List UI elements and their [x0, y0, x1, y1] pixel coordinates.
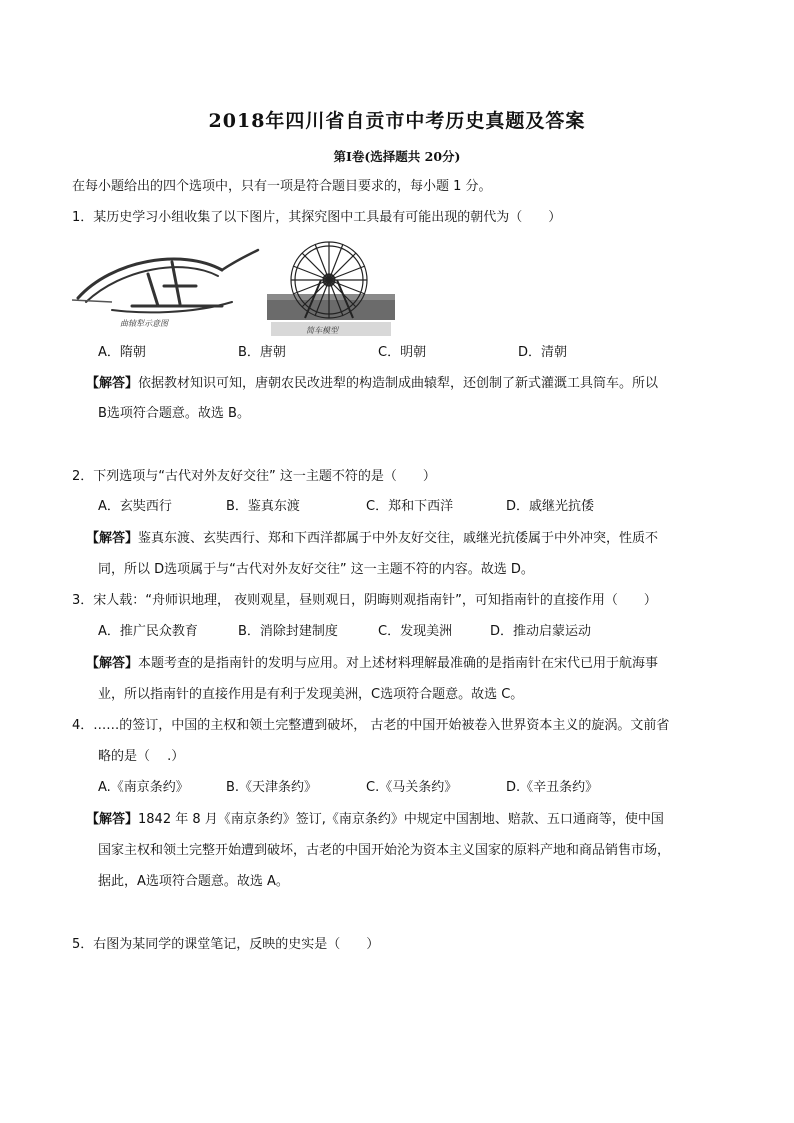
q2-answer-line-1 [86, 531, 658, 547]
q2-option-c: C．郑和下西洋 [366, 499, 454, 514]
q1-option-a: A．隋朝 [98, 345, 146, 360]
q3-option-d: D．推动启蒙运动 [490, 624, 592, 639]
q4-option-a: A.《南京条约》 [98, 780, 189, 795]
section-heading: 第Ⅰ卷(选择题共 20分) [333, 149, 461, 164]
q1-option-c: C．明朝 [378, 345, 427, 360]
q2-answer-line-2: 同，所以 D选项属于与“古代对外友好交往” 这一主题不符的内容。故选 D。 [98, 562, 534, 577]
answer-label: 【解答】 [86, 531, 139, 546]
q3-option-a: A．推广民众教育 [98, 624, 198, 639]
answer-text: 本题考查的是指南针的发明与应用。对上述材料理解最准确的是指南针在宋代已用于航海事 [138, 656, 659, 671]
waterwheel-caption: 筒车模型 [306, 326, 338, 335]
answer-label: 【解答】 [86, 812, 139, 827]
page-title: 2018年四川省自贡市中考历史真题及答案 [208, 110, 586, 132]
q1-option-b: B．唐朝 [238, 345, 286, 360]
question-4-stem-line-1: 4．……的签订，中国的主权和领土完整遭到破坏， 古老的中国开始被卷入世界资本主义的旋涡。文前省 [72, 718, 670, 733]
q3-answer-line-2: 业，所以指南针的直接作用是有利于发现美洲，C选项符合题意。故选 C。 [98, 687, 524, 702]
q2-option-d: D．戚继光抗倭 [506, 499, 595, 514]
plow-caption: 曲辕犁示意图 [120, 319, 168, 328]
answer-text: 鉴真东渡、玄奘西行、郑和下西洋都属于中外友好交往，戚继光抗倭属于中外冲突，性质不 [138, 531, 659, 546]
question-3-stem: 3．宋人载：“舟师识地理， 夜则观星，昼则观日，阴晦则观指南针”，可知指南针的直接作用（ ） [72, 593, 657, 608]
q4-answer-line-3: 据此，A选项符合题意。故选 A。 [98, 874, 289, 889]
q1-answer-line-1 [86, 376, 658, 392]
answer-label: 【解答】 [86, 376, 139, 391]
q4-option-d: D.《辛丑条约》 [506, 780, 599, 795]
question-5-stem: 5．右图为某同学的课堂笔记，反映的史实是（ ） [72, 937, 380, 952]
q4-option-b: B.《天津条约》 [226, 780, 318, 795]
q2-option-a: A．玄奘西行 [98, 499, 172, 514]
instructions: 在每小题给出的四个选项中，只有一项是符合题目要求的，每小题 1 分。 [72, 179, 492, 194]
waterwheel-illustration [265, 238, 397, 338]
q2-option-b: B．鉴真东渡 [226, 499, 300, 514]
answer-text: 依据教材知识可知，唐朝农民改进犁的构造制成曲辕犁，还创制了新式灌溉工具筒车。所以 [138, 376, 659, 391]
q3-answer-line-1 [86, 656, 658, 672]
q3-option-c: C．发现美洲 [378, 624, 453, 639]
question-1-stem: 1．某历史学习小组收集了以下图片，其探究图中工具最有可能出现的朝代为（ ） [72, 210, 562, 225]
q1-option-d: D．清朝 [518, 345, 568, 360]
answer-text: 1842 年 8 月《南京条约》签订,《南京条约》中规定中国割地、赔款、五口通商等，使中国 [138, 812, 664, 827]
question-4-stem-line-2: 略的是（ .） [98, 749, 185, 764]
answer-label: 【解答】 [86, 656, 139, 671]
q1-answer-line-2: B选项符合题意。故选 B。 [98, 406, 250, 421]
question-2-stem: 2．下列选项与“古代对外友好交往” 这一主题不符的是（ ） [72, 469, 436, 484]
q4-option-c: C.《马关条约》 [366, 780, 458, 795]
q4-answer-line-1 [86, 812, 664, 828]
q3-option-b: B．消除封建制度 [238, 624, 338, 639]
q4-answer-line-2: 国家主权和领土完整开始遭到破坏，古老的中国开始沦为资本主义国家的原料产地和商品销售市场， [98, 843, 671, 858]
